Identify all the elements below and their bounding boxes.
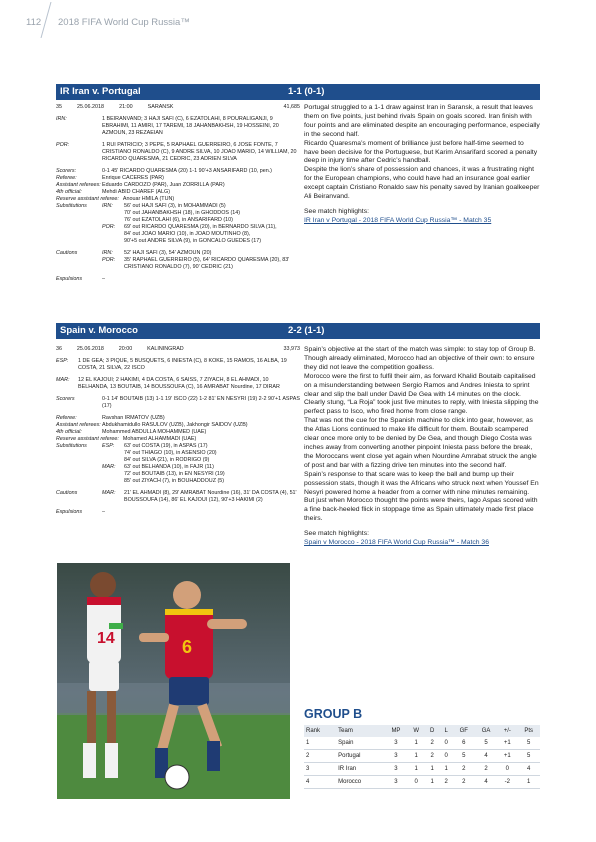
group-table [304, 725, 540, 789]
lineup-esp [56, 358, 300, 372]
expulsions-row [56, 276, 300, 283]
group-title: GROUP B [304, 707, 363, 721]
report-paragraph: Spain’s objective at the start of the match was simple: to stay top of Group B. Though already eliminated, Morocco had an objective of their own: to ensure they did not leave the competition goalless. [304, 346, 536, 371]
table-cell: 5 [475, 737, 498, 750]
expulsions-value: – [102, 509, 105, 515]
lineup-mar [56, 377, 300, 391]
column-header: Team [336, 725, 384, 737]
team-label: IRN: [102, 250, 113, 256]
table-cell: IR Iran [336, 763, 384, 776]
substitutions-list [102, 443, 300, 485]
team-label: POR: [102, 257, 116, 263]
substitutions-list [102, 203, 300, 245]
list-item [102, 210, 300, 217]
column-header: GF [453, 725, 475, 737]
table-cell: 1 [425, 763, 440, 776]
table-cell: 1 [408, 750, 425, 763]
lineup-irn [56, 116, 300, 137]
table-cell: 3 [384, 776, 407, 789]
fourth-official-row [56, 429, 300, 436]
table-cell: 4 [475, 776, 498, 789]
event-text: 85' out ZIYACH (7), in BOUHADDOUZ (5) [124, 478, 225, 484]
fourth-official-label: 4th official: [56, 429, 82, 435]
team-label [102, 478, 124, 485]
reserve-referee-value: Mohamed ALHAMMADI (UAE) [122, 436, 197, 442]
match-attendance: 41,685 [283, 104, 300, 110]
table-cell: 2 [453, 763, 475, 776]
table-cell: 1 [517, 776, 540, 789]
table-cell: 4 [304, 776, 336, 789]
match-details-spain-morocco [56, 346, 300, 516]
report-paragraph: Ricardo Quaresma’s moment of brilliance just before half-time seemed to have been decisive for the Portuguese, but Karim Ansarifard scored a penalty deep in injury time after Cedric’s handball. [304, 139, 538, 165]
match-number: 35 [56, 104, 62, 110]
referee-row [56, 175, 300, 182]
event-text: 76' out EZATOLAHI (6), in ANSARIFARD (10) [124, 217, 233, 223]
list-item [102, 464, 300, 471]
match-score: 2-2 (1-1) [288, 325, 325, 336]
list-item [102, 450, 300, 457]
match-banner-spain-morocco [56, 323, 540, 339]
assistant-referees-row [56, 422, 300, 429]
shirt-number: 6 [182, 637, 193, 657]
table-cell: 2 [475, 763, 498, 776]
table-row [304, 763, 540, 776]
expulsions-label: Expulsions [56, 276, 83, 282]
header-slash-divider [39, 2, 53, 38]
event-text: 70' out JAHANBAKHSH (18), in GHODDOS (14) [124, 210, 241, 216]
event-text: 84' out SILVA (21), in RODRIGO (9) [124, 457, 210, 463]
team-label [102, 231, 124, 238]
cautions-label: Cautions [56, 250, 78, 256]
assistant-referees-label: Assistant referees: [56, 422, 101, 428]
column-header: GA [475, 725, 498, 737]
report-paragraph: Portugal struggled to a 1-1 draw against Iran in Saransk, a result that leaves them on five points, just behind rivals Spain on goals scored. Iran finish with four points and are eliminated despite an encouraging performance, especially in the second half. [304, 104, 540, 138]
fourth-official-value: Mehdi ABID CHAREF (ALG) [102, 189, 170, 195]
table-cell: 3 [384, 763, 407, 776]
team-label [102, 238, 124, 245]
referee-value: Ravshan IRMATOV (UZB) [102, 415, 165, 421]
document-title: 2018 FIFA World Cup Russia™ [58, 17, 190, 28]
report-paragraph: That was not the cue for the Spanish machine to click into gear, however, as the Atlas Lions continued to make life difficult for them. Boutaib scampered clear once more only to be denied by De Gea, and though Diego Costa was inches away from converting another pinpoint Iniesta pass before the break, the Moroccans went close yet again when Nourdine Amrabat struck the angle of post and bar with a fizzing drive ten minutes into the second half. [304, 417, 537, 469]
match-attendance: 33,973 [283, 346, 300, 352]
team-label [102, 457, 124, 464]
highlights-link[interactable]: IR Iran v Portugal - 2018 FIFA World Cup Russia™ - Match 35 [304, 216, 492, 224]
cautions-list [102, 490, 300, 504]
team-label: MAR: [102, 464, 116, 470]
table-cell: +1 [497, 737, 517, 750]
list-item [102, 203, 300, 210]
table-cell: 0 [497, 763, 517, 776]
event-text: 56' out HAJI SAFI (3), in MOHAMMADI (5) [124, 203, 226, 209]
report-paragraph: Despite the lion’s share of possession and chances, it was a frustrating night for the European champions, who could have had an insurance goal earlier except captain Cristiano Ronaldo saw his penalty saved by Iranian goalkeeper Ali Beiranvand. [304, 166, 540, 201]
reserve-referee-value: Anouar HMILA (TUN) [122, 196, 175, 202]
event-text: 21' EL AHMADI (8), 29' AMRABAT Nourdine (16), 31' DA COSTA (4), 51' BOUSSOUFA (14), 86' EL KAJOUI (12), 90'+3 HAKIMI (2) [124, 490, 297, 503]
table-cell: 5 [517, 750, 540, 763]
shirt-number: 14 [97, 630, 115, 647]
table-cell: 3 [384, 737, 407, 750]
match-meta [56, 346, 300, 353]
table-cell: -2 [497, 776, 517, 789]
match-photo [57, 563, 290, 799]
table-cell: 4 [517, 763, 540, 776]
assistant-referees-row [56, 182, 300, 189]
list-item [102, 457, 300, 464]
list-item [102, 231, 300, 238]
page-number: 112 [26, 17, 42, 28]
lineup-label: POR: [56, 142, 70, 148]
group-table-body [304, 737, 540, 789]
list-item [102, 257, 300, 271]
event-text: 63' out COSTA (19), in ASPAS (17) [124, 443, 208, 449]
table-cell: 0 [440, 737, 453, 750]
event-text: 84' out JOAO MARIO (10), in JOAO MOUTINHO (8), [124, 231, 251, 237]
match-time: 20:00 [118, 346, 133, 352]
table-cell: Portugal [336, 750, 384, 763]
table-cell: 6 [453, 737, 475, 750]
fourth-official-label: 4th official: [56, 189, 82, 195]
lineup-label: MAR: [56, 377, 70, 383]
substitutions-label: Substitutions [56, 443, 87, 449]
table-cell: 0 [440, 750, 453, 763]
match-score: 1-1 (0-1) [288, 86, 325, 97]
table-cell: 2 [425, 737, 440, 750]
table-cell: 2 [453, 776, 475, 789]
referee-label: Referee: [56, 415, 77, 421]
match-report-iran-portugal [304, 104, 540, 226]
table-cell: 1 [304, 737, 336, 750]
table-cell: 2 [425, 750, 440, 763]
team-label: IRN: [102, 203, 113, 209]
fourth-official-value: Mohammed ABDULLA MOHAMMED (UAE) [102, 429, 207, 435]
match-venue: KALININGRAD [147, 346, 184, 352]
column-header: D [425, 725, 440, 737]
highlights-link[interactable]: Spain v Morocco - 2018 FIFA World Cup Russia™ - Match 36 [304, 539, 489, 547]
list-item [102, 490, 300, 504]
substitutions-label: Substitutions [56, 203, 87, 209]
scorers-label: Scorers: [56, 168, 77, 174]
match-photo-illustration [57, 563, 290, 799]
event-text: 69' out RICARDO QUARESMA (20), in BERNARDO SILVA (11), [124, 224, 277, 230]
event-text: 35' RAPHAEL GUERREIRO (5), 64' RICARDO QUARESMA (20), 83' CRISTIANO RONALDO (7), 90' CEDRIC (21) [124, 257, 290, 270]
scorers-row [56, 396, 300, 410]
table-cell: 3 [304, 763, 336, 776]
referee-row [56, 415, 300, 422]
expulsions-row [56, 509, 300, 516]
event-text: 72' out BOUTAIB (13), in EN NESYRI (19) [124, 471, 225, 477]
scorers-value: 0-1 45' RICARDO QUARESMA (20) 1-1 90'+3 ANSARIFARD (10, pen.) [102, 168, 272, 174]
match-date: 25.06.2018 [76, 346, 104, 352]
assistant-referees-value: Abdukhamidullo RASULOV (UZB), Jakhongir SAIDOV (UZB) [102, 422, 248, 428]
table-cell: Spain [336, 737, 384, 750]
table-row [304, 750, 540, 763]
table-cell: 1 [408, 763, 425, 776]
team-label [102, 471, 124, 478]
scorers-value: 0-1 14' BOUTAIB (13) 1-1 19' ISCO (22) 1-2 81' EN NESYRI (19) 2-2 90'+1 ASPAS (17) [102, 396, 300, 409]
expulsions-label: Expulsions [56, 509, 83, 515]
reserve-referee-row [56, 436, 300, 443]
cautions-list [102, 250, 300, 271]
match-meta [56, 104, 300, 111]
team-label [102, 210, 124, 217]
list-item [102, 224, 300, 231]
match-venue: SARANSK [147, 104, 174, 110]
list-item [102, 250, 300, 257]
list-item [102, 471, 300, 478]
scorers-row [56, 168, 300, 175]
table-cell: 4 [475, 750, 498, 763]
lineup-text: 1 DE GEA; 3 PIQUE, 5 BUSQUETS, 6 INIESTA (C), 8 KOKE, 15 RAMOS, 16 ALBA, 19 COSTA, 21 SILVA, 22 ISCO [78, 358, 287, 371]
team-label [102, 450, 124, 457]
column-header: W [408, 725, 425, 737]
reserve-referee-label: Reserve assistant referee: [56, 436, 119, 442]
substitutions-block [56, 443, 300, 485]
report-paragraph: Spain’s response to that scare was to keep the ball and bump up their possession stats, though it was the Africans who struck next when Youssef En Nesyri powered home a header from a corner with nine minutes remaining. But just when Morocco thought the points were theirs, Iago Aspas scored with a fine back-heeled flick in stoppage time as Spain ultimately made first place theirs. [304, 470, 539, 523]
reserve-referee-label: Reserve assistant referee: [56, 196, 119, 202]
table-cell: 2 [440, 776, 453, 789]
list-item [102, 238, 300, 245]
lineup-text: 1 RUI PATRICIO; 3 PEPE, 5 RAPHAEL GUERREIRO, 6 JOSE FONTE, 7 CRISTIANO RONALDO (C), 9 ANDRE SILVA, 10 JOAO MARIO, 14 WILLIAM, 20 RICARDO QUARESMA, 21 CEDRIC, 23 ADRIEN SILVA [102, 142, 297, 162]
match-title: IR Iran v. Portugal [60, 86, 141, 97]
group-table-header [304, 725, 540, 737]
reserve-referee-row [56, 196, 300, 203]
assistant-referees-value: Eduardo CARDOZO (PAR), Juan ZORRILLA (PAR) [102, 182, 225, 188]
highlights-label: See match highlights: [304, 530, 369, 538]
list-item [102, 478, 300, 485]
list-item [102, 443, 300, 450]
table-cell: 1 [440, 763, 453, 776]
event-text: 90'+5 out ANDRE SILVA (9), in GONCALO GUEDES (17) [124, 238, 261, 244]
match-number: 36 [56, 346, 62, 352]
event-text: 52' HAJI SAFI (3), 54' AZMOUN (20) [124, 250, 212, 256]
team-label [102, 217, 124, 224]
team-label: MAR: [102, 490, 116, 496]
scorers-label: Scorers [56, 396, 75, 402]
match-date: 25.06.2018 [77, 104, 105, 110]
event-text: 63' out BELHANDA (10), in FAJR (11) [124, 464, 214, 470]
expulsions-value: – [102, 276, 105, 282]
lineup-por [56, 142, 300, 163]
match-title: Spain v. Morocco [60, 325, 138, 336]
table-cell: 2 [304, 750, 336, 763]
substitutions-block [56, 203, 300, 245]
column-header: L [440, 725, 453, 737]
ball-icon [165, 765, 189, 789]
cautions-block [56, 250, 300, 271]
referee-value: Enrique CACERES (PAR) [102, 175, 164, 181]
table-cell: 5 [453, 750, 475, 763]
column-header: Pts [517, 725, 540, 737]
table-cell: 0 [408, 776, 425, 789]
referee-label: Referee: [56, 175, 77, 181]
team-label: ESP: [102, 443, 115, 449]
match-report-spain-morocco [304, 346, 540, 548]
assistant-referees-label: Assistant referees: [56, 182, 101, 188]
lineup-text: 12 EL KAJOUI; 2 HAKIMI, 4 DA COSTA, 6 SAISS, 7 ZIYACH, 8 EL AHMADI, 10 BELHANDA, 13 BOUTAIB, 14 BOUSSOUFA (C), 16 AMRABAT Nourdine, 17 DIRAR [78, 377, 280, 390]
fourth-official-row [56, 189, 300, 196]
table-row [304, 737, 540, 750]
report-paragraph: Morocco were the first to fulfil their aim, as forward Khalid Boutaib capitalised on a misunderstanding between Sergio Ramos and Andres Iniesta to sprint clear and slip the ball under David De Gea with 14 minutes on the clock. Clearly stung, “La Roja” took just five minutes to reply, with Iniesta slipping the perfect pass to Isco, who fired home from close range. [304, 372, 539, 416]
match-banner-iran-portugal [56, 84, 540, 100]
match-time: 21:00 [119, 104, 133, 110]
event-text: 74' out THIAGO (10), in ASENSIO (20) [124, 450, 217, 456]
column-header: +/- [497, 725, 517, 737]
match-details-iran-portugal [56, 104, 300, 283]
lineup-label: ESP: [56, 358, 69, 364]
table-cell: 3 [384, 750, 407, 763]
table-cell: +1 [497, 750, 517, 763]
cautions-block [56, 490, 300, 504]
highlights-label: See match highlights: [304, 207, 369, 215]
table-row [304, 776, 540, 789]
table-cell: 5 [517, 737, 540, 750]
lineup-label: IRN: [56, 116, 67, 122]
column-header: Rank [304, 725, 336, 737]
table-cell: Morocco [336, 776, 384, 789]
column-header: MP [384, 725, 407, 737]
table-cell: 1 [425, 776, 440, 789]
team-label: POR: [102, 224, 116, 230]
lineup-text: 1 BEIRANVAND; 3 HAJI SAFI (C), 6 EZATOLAHI, 8 POURALIGANJI, 9 EBRAHIMI, 11 AMIRI, 17 TAREMI, 18 JAHANBAKHSH, 19 HOSSEINI, 20 AZMOUN, 23 REZAEIAN [102, 116, 279, 136]
cautions-label: Cautions [56, 490, 78, 496]
list-item [102, 217, 300, 224]
table-cell: 1 [408, 737, 425, 750]
